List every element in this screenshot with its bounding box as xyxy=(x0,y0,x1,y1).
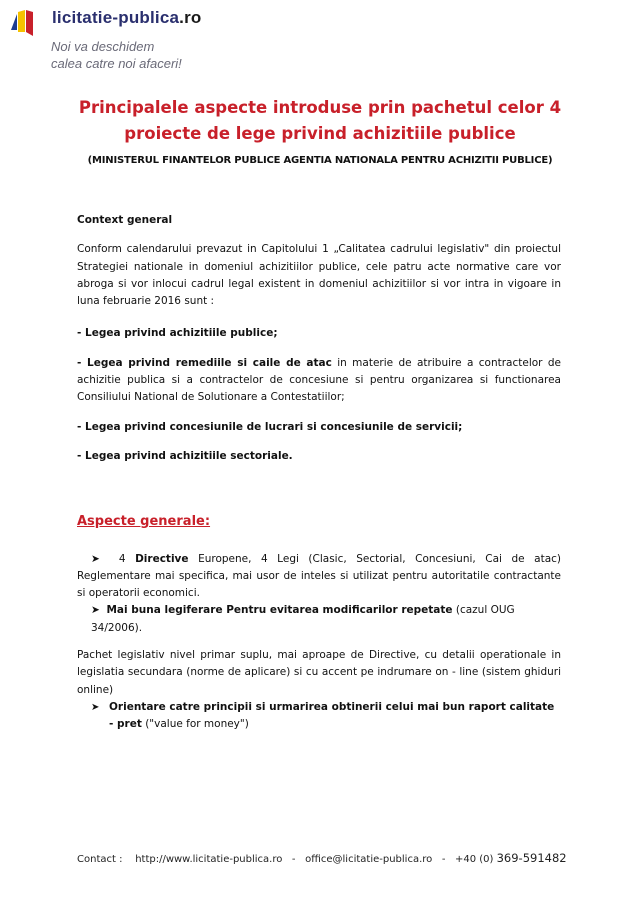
law-item-3: - Legea privind concesiunile de lucrari si concesiunile de servicii; xyxy=(77,420,463,433)
tagline-line1: Noi va deschidem xyxy=(51,39,155,54)
document-subtitle: (MINISTERUL FINANTELOR PUBLICE AGENTIA NATIONALA PENTRU ACHIZITII PUBLICE) xyxy=(87,155,553,166)
brand-name: licitatie-publica xyxy=(52,8,180,27)
footer-website-link[interactable]: http://www.licitatie-publica.ro xyxy=(135,854,283,865)
aspect-bullet-2-title: Mai buna legiferare Pentru evitarea modificarilor repetate xyxy=(106,604,453,617)
tagline-line2: calea catre noi afaceri! xyxy=(51,56,182,71)
context-heading: Context general xyxy=(77,214,173,226)
arrow-bullet-icon: ➤ xyxy=(91,701,100,713)
aspect-bullet-1-title: Directive xyxy=(135,552,189,565)
footer-separator: - xyxy=(291,854,296,865)
law-item-2-text: in materie de atribuire a contractelor de achizitie publica si a contractelor de concesiune si pentru organizarea si functionarea Consiliului National de Solutionare a Contestatiilor; xyxy=(77,356,561,404)
flag-logo-icon xyxy=(9,8,35,38)
page-header xyxy=(0,0,638,80)
brand-tld: .ro xyxy=(179,8,202,27)
footer-contact-label: Contact : xyxy=(77,854,123,865)
title-line1: Principalele aspecte introduse prin pachetul celor 4 xyxy=(78,98,562,117)
document-body xyxy=(77,212,561,734)
footer-email-link[interactable]: office@licitatie-publica.ro xyxy=(305,854,433,865)
aspect-bullet-3-text: ("value for money") xyxy=(141,718,249,731)
aspect-bullet-2 xyxy=(77,602,561,637)
aspects-heading: Aspecte generale: xyxy=(77,514,211,530)
aspect-bullet-1-num: 4 xyxy=(118,552,136,565)
footer-phone-prefix: +40 (0) xyxy=(454,854,494,865)
arrow-bullet-icon: ➤ xyxy=(91,604,107,617)
law-item-2-title: - Legea privind remediile si caile de atac xyxy=(77,356,332,369)
law-item-1: - Legea privind achizitiile publice; xyxy=(77,327,278,340)
footer-phone-number: 369-591482 xyxy=(496,851,567,865)
law-item-2 xyxy=(77,355,561,407)
document-title xyxy=(60,95,580,147)
context-paragraph: Conform calendarului prevazut in Capitolului 1 „Calitatea cadrului legislativ" din proiectul Strategiei nationale in domeniul achizitiilor publice, cele patru acte normative care vor abroga si vor inlocui cadrul legal existent in domeniul achizitiilor si vor intra in vigoare in luna februarie 2016 sunt : xyxy=(77,243,561,308)
brand-logo xyxy=(52,8,201,28)
aspects-paragraph: Pachet legislativ nivel primar suplu, mai aproape de Directive, cu detalii operationale in legislatia secundara (norme de aplicare) si cu accent pe indrumare on - line (sistem ghiduri online) xyxy=(77,649,561,696)
aspect-bullet-3 xyxy=(91,699,561,734)
arrow-bullet-icon: ➤ xyxy=(91,552,119,565)
title-line2: proiecte de lege privind achizitiile publice xyxy=(124,124,516,143)
aspect-bullet-1-text: Europene, 4 Legi (Clasic, Sectorial, Concesiuni, Cai de atac) Reglementare mai specifica, mai usor de inteles si utilizat pentru autoritatile contractante si operatorii economici. xyxy=(77,552,561,600)
footer-separator: - xyxy=(441,854,446,865)
page-footer xyxy=(77,851,567,865)
aspect-bullet-2-text: (cazul OUG 34/2006). xyxy=(91,604,515,634)
law-item-4: - Legea privind achizitiile sectoriale. xyxy=(77,449,293,462)
aspect-bullet-1 xyxy=(77,551,561,603)
aspect-bullet-3-title: Orientare catre principii si urmarirea obtinerii celui mai bun raport calitate - pret xyxy=(109,700,555,731)
